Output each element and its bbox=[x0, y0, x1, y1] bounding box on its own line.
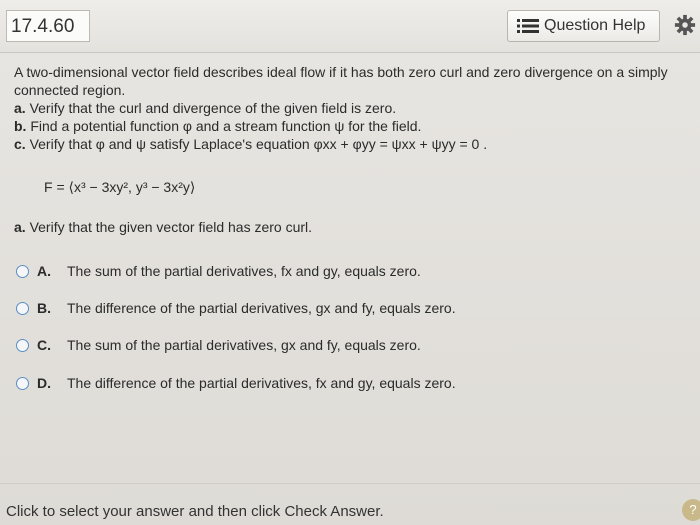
footer-instruction: Click to select your answer and then click Check Answer. bbox=[6, 503, 384, 520]
part-a-text: Verify that the curl and divergence of the given field is zero. bbox=[29, 100, 397, 116]
question-panel bbox=[0, 53, 700, 525]
current-part-label: a. bbox=[14, 219, 26, 235]
question-text bbox=[14, 63, 684, 153]
part-b-label: b. bbox=[14, 118, 27, 134]
help-icon[interactable]: ? bbox=[682, 499, 700, 521]
list-icon bbox=[517, 19, 539, 33]
question-help-button[interactable] bbox=[507, 10, 660, 42]
option-text: The difference of the partial derivatives, gx and fy, equals zero. bbox=[67, 300, 456, 316]
top-toolbar bbox=[0, 0, 700, 53]
part-c-text: Verify that φ and ψ satisfy Laplace's equation bbox=[29, 136, 310, 152]
option-text: The sum of the partial derivatives, gx and fy, equals zero. bbox=[67, 337, 421, 353]
option-letter: A. bbox=[37, 263, 51, 279]
part-a-item bbox=[14, 99, 684, 117]
answer-option-d[interactable] bbox=[16, 375, 456, 391]
vector-field-formula: F = ⟨x³ − 3xy², y³ − 3x²y⟩ bbox=[44, 179, 196, 195]
laplace-equation: φxx + φyy = ψxx + ψyy = 0 . bbox=[313, 136, 488, 152]
current-part-question bbox=[14, 219, 312, 235]
answer-option-a[interactable] bbox=[16, 263, 421, 279]
part-b-text: Find a potential function φ and a stream function ψ for the field. bbox=[30, 118, 422, 134]
radio-button[interactable] bbox=[16, 302, 29, 315]
footer-divider bbox=[0, 483, 700, 484]
current-part-text: Verify that the given vector field has zero curl. bbox=[29, 219, 313, 235]
radio-button[interactable] bbox=[16, 339, 29, 352]
radio-button[interactable] bbox=[16, 265, 29, 278]
radio-button[interactable] bbox=[16, 377, 29, 390]
problem-number: 17.4.60 bbox=[6, 10, 90, 42]
part-c-label: c. bbox=[14, 136, 26, 152]
part-a-label: a. bbox=[14, 100, 26, 116]
option-text: The sum of the partial derivatives, fx and gy, equals zero. bbox=[67, 263, 421, 279]
option-text: The difference of the partial derivatives, fx and gy, equals zero. bbox=[67, 375, 456, 391]
question-help-label: Question Help bbox=[544, 17, 646, 34]
gear-icon[interactable] bbox=[674, 14, 696, 36]
intro-text: A two-dimensional vector field describes ideal flow if it has both zero curl and zero divergence on a simply connected region. bbox=[14, 64, 668, 98]
option-letter: C. bbox=[37, 337, 51, 353]
part-b-item bbox=[14, 117, 684, 135]
answer-option-b[interactable] bbox=[16, 300, 456, 316]
part-c-item bbox=[14, 135, 684, 153]
answer-option-c[interactable] bbox=[16, 337, 421, 353]
option-letter: D. bbox=[37, 375, 51, 391]
option-letter: B. bbox=[37, 300, 51, 316]
